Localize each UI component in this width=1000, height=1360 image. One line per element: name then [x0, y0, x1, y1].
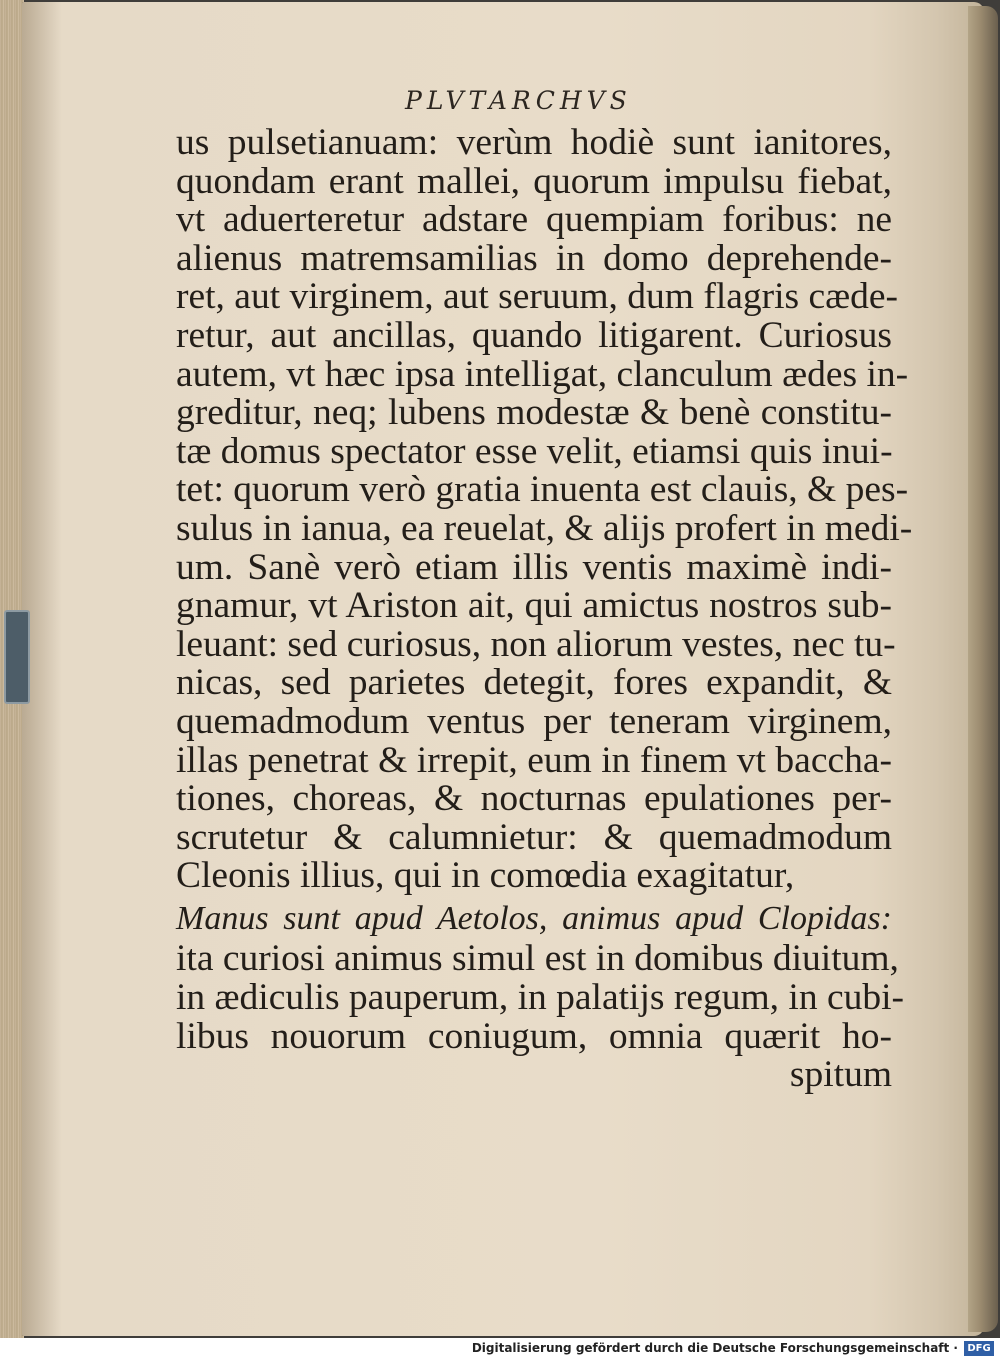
- verse-quote: Manus sunt apud Aetolos, animus apud Clopidas:: [176, 899, 892, 937]
- text-line: sulus in ianua, ea reuelat, & alijs profert in medi-: [176, 507, 913, 549]
- text-line: scrutetur & calumnietur: & quemadmodum: [176, 816, 892, 858]
- text-line: autem, vt hæc ipsa intelligat, clanculum ædes in-: [176, 353, 909, 395]
- digitization-footer: [0, 1338, 1000, 1360]
- running-head: PLVTARCHVS: [405, 86, 632, 115]
- text-line: nicas, sed parietes detegit, fores expandit, &: [176, 662, 892, 704]
- text-line: libus nouorum coniugum, omnia quærit ho-: [176, 1015, 892, 1057]
- text-line: tæ domus spectator esse velit, etiamsi quis inui-: [176, 430, 893, 472]
- binding-clip: [4, 610, 30, 704]
- text-line: leuant: sed curiosus, non aliorum vestes, nec tu-: [176, 623, 896, 665]
- text-line: illas penetrat & irrepit, eum in finem vt baccha-: [176, 739, 892, 781]
- text-line: retur, aut ancillas, quando litigarent. Curiosus: [176, 314, 892, 356]
- text-line: Cleonis illius, qui in comœdia exagitatur,: [176, 855, 795, 897]
- text-line: ita curiosi animus simul est in domibus diuitum,: [176, 938, 899, 980]
- footer-credit: Digitalisierung gefördert durch die Deutsche Forschungsgemeinschaft ·: [471, 1341, 958, 1355]
- text-line: um. Sanè verò etiam illis ventis maximè indi-: [176, 546, 892, 588]
- text-line: us pulsetianuam: verùm hodiè sunt ianitores,: [176, 122, 892, 163]
- text-line: quemadmodum ventus per teneram virginem,: [176, 700, 892, 742]
- text-line: tiones, choreas, & nocturnas epulationes per-: [176, 778, 892, 820]
- text-line: quondam erant mallei, quorum impulsu fiebat,: [176, 160, 892, 202]
- text-line: vt aduerteretur adstare quempiam foribus: ne: [176, 199, 892, 241]
- body-text: [176, 122, 913, 1096]
- text-line: alienus matremsamilias in domo deprehende-: [176, 237, 892, 279]
- catchword: spitum: [789, 1054, 892, 1096]
- text-line: gnamur, vt Ariston ait, qui amictus nostros sub-: [176, 585, 892, 627]
- text-line: ret, aut virginem, aut seruum, dum flagris cæde-: [176, 276, 899, 318]
- text-line: tet: quorum verò gratia inuenta est clauis, & pes-: [176, 469, 909, 511]
- text-line: in ædiculis pauperum, in palatijs regum, in cubi-: [176, 977, 904, 1019]
- page-right-edge: [968, 6, 998, 1332]
- text-line: greditur, neq; lubens modestæ & benè constitu-: [176, 392, 892, 434]
- dfg-logo: DFG: [964, 1341, 994, 1356]
